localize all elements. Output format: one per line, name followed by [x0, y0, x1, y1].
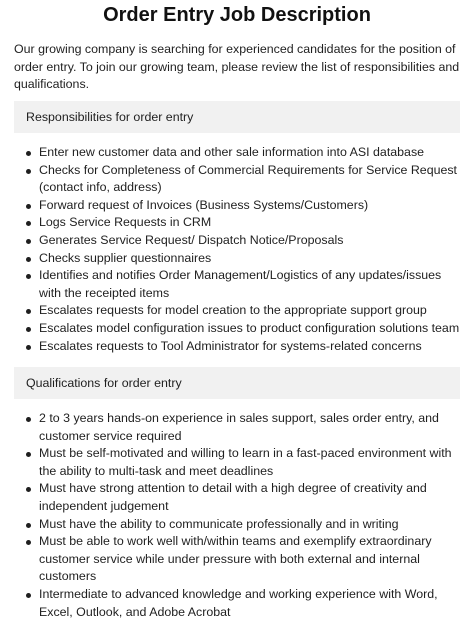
bullet-icon	[26, 239, 31, 244]
list-item	[39, 267, 462, 302]
list-item	[39, 162, 462, 197]
bullet-icon	[26, 487, 31, 492]
list-item-text: Must be able to work well with/within teams and exemplify extraordinary customer service while under pressure with both external and internal customers	[39, 534, 432, 584]
responsibilities-list	[14, 144, 462, 355]
list-item-text: Escalates model configuration issues to product configuration solutions team	[39, 320, 460, 335]
bullet-icon	[26, 204, 31, 209]
bullet-icon	[26, 345, 31, 350]
bullet-icon	[26, 257, 31, 262]
list-item	[39, 232, 462, 250]
list-item	[39, 445, 462, 480]
bullet-icon	[26, 274, 31, 279]
list-item-text: Generates Service Request/ Dispatch Notice/Proposals	[39, 232, 344, 247]
list-item-text: Intermediate to advanced knowledge and working experience with Word, Excel, Outlook, and Adobe Acrobat	[39, 586, 438, 619]
list-item-text: Must have the ability to communicate professionally and in writing	[39, 516, 399, 531]
bullet-icon	[26, 151, 31, 156]
list-item	[39, 302, 462, 320]
list-item	[39, 197, 462, 215]
list-item-text: Escalates requests for model creation to the appropriate support group	[39, 303, 427, 318]
bullet-icon	[26, 523, 31, 528]
bullet-icon	[26, 327, 31, 332]
list-item	[39, 144, 462, 162]
bullet-icon	[26, 169, 31, 174]
list-item-text: Logs Service Requests in CRM	[39, 215, 212, 230]
qualifications-list	[14, 410, 462, 621]
list-item-text: Identifies and notifies Order Management/Logistics of any updates/issues with the receipted items	[39, 268, 442, 300]
list-item-text: Forward request of Invoices (Business Systems/Customers)	[39, 197, 369, 212]
qualifications-heading: Qualifications for order entry	[14, 367, 460, 399]
bullet-icon	[26, 417, 31, 422]
list-item	[39, 533, 462, 586]
list-item	[39, 338, 462, 356]
bullet-icon	[26, 593, 31, 598]
list-item	[39, 586, 462, 621]
list-item	[39, 516, 462, 534]
bullet-icon	[26, 540, 31, 545]
bullet-icon	[26, 309, 31, 314]
bullet-icon	[26, 452, 31, 457]
list-item-text: 2 to 3 years hands-on experience in sales support, sales order entry, and customer service required	[39, 411, 439, 443]
list-item-text: Must have strong attention to detail with a high degree of creativity and independent judgement	[39, 481, 427, 513]
page-title: Order Entry Job Description	[103, 4, 371, 26]
list-item	[39, 214, 462, 232]
list-item-text: Escalates requests to Tool Administrator for systems-related concerns	[39, 338, 422, 353]
list-item-text: Checks for Completeness of Commercial Requirements for Service Request (contact info, address)	[39, 162, 458, 195]
intro-paragraph: Our growing company is searching for experienced candidates for the position of order entry. To join our growing team, please review the list of responsibilities and qualifications.	[14, 42, 460, 92]
list-item	[39, 480, 462, 515]
bullet-icon	[26, 221, 31, 226]
list-item	[39, 320, 462, 338]
list-item-text: Enter new customer data and other sale information into ASI database	[39, 145, 425, 159]
list-item-text: Must be self-motivated and willing to learn in a fast-paced environment with the ability to multi-task and meet deadlines	[39, 446, 452, 478]
list-item-text: Checks supplier questionnaires	[39, 250, 212, 265]
list-item	[39, 250, 462, 268]
list-item	[39, 410, 462, 445]
responsibilities-heading: Responsibilities for order entry	[14, 101, 460, 133]
